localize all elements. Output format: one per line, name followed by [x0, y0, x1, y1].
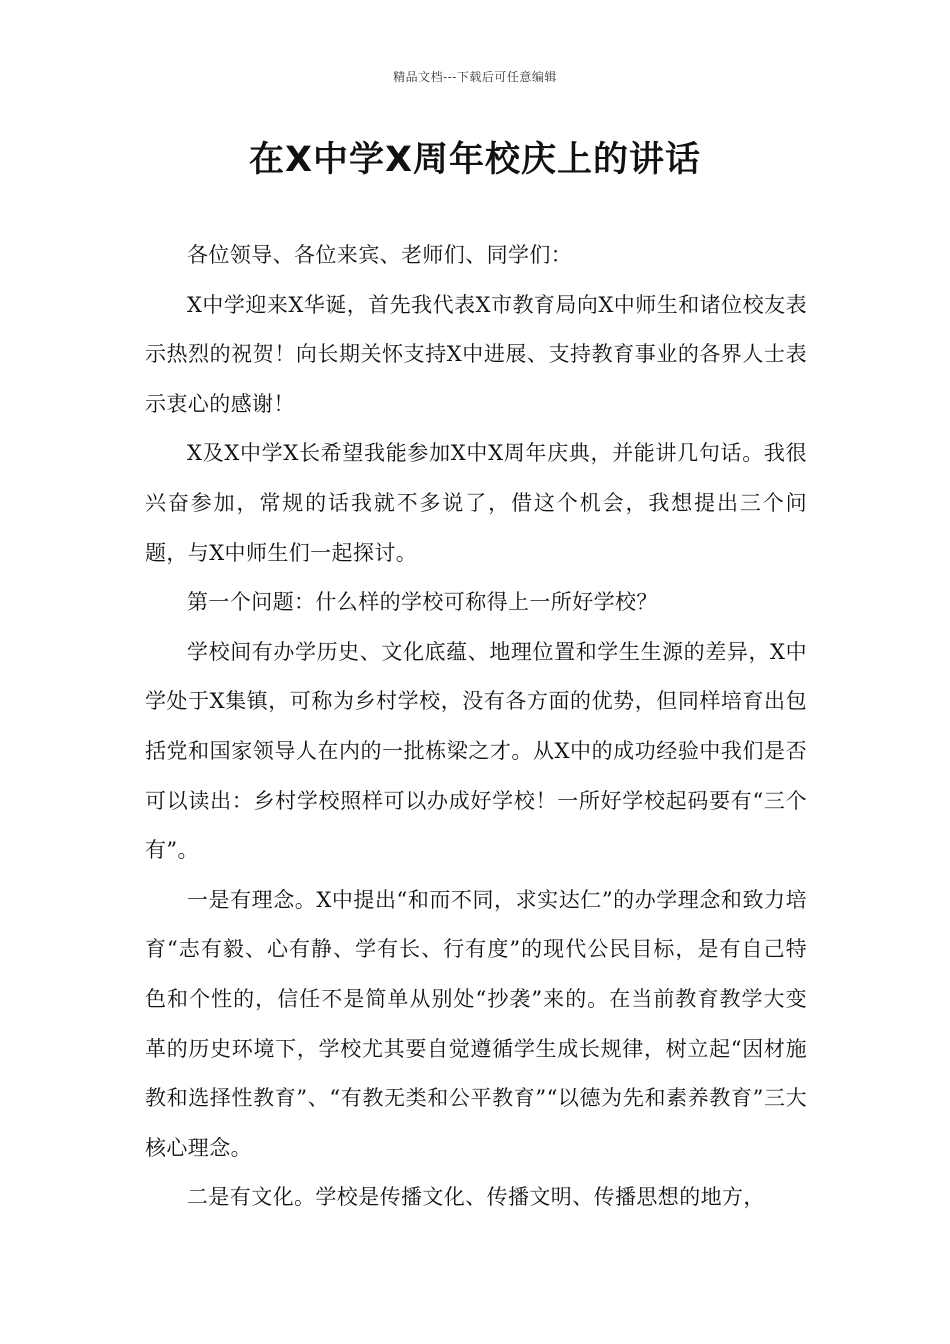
body-paragraph: 二是有文化。学校是传播文化、传播文明、传播思想的地方， [187, 1185, 765, 1210]
salutation-paragraph: 各位领导、各位来宾、老师们、同学们： [187, 243, 573, 267]
body-paragraph: 一是有理念。X中提出“和而不同，求实达仁”的办学理念和致力培育“志有毅、心有静、学有长、行有度”的现代公民目标，是有自己特色和个性的，信任不是简单从别处“抄袭”来的。在当前教育教学大变革的历史环境下，学校尤其要自觉遵循学生成长规律，树立起“因材施教和选择性教育”、“有教无类和公平教育”“以德为先和素养教育”三大核心理念。 [145, 887, 807, 1160]
question-heading-paragraph: 第一个问题：什么样的学校可称得上一所好学校？ [187, 590, 658, 615]
header-note: 精品文档---下载后可任意编辑 [393, 70, 557, 84]
body-paragraph: X中学迎来X华诞，首先我代表X市教育局向X中师生和诸位校友表示热烈的祝贺！向长期关怀支持X中进展、支持教育事业的各界人士表示衷心的感谢！ [145, 292, 807, 416]
document-body [145, 231, 807, 1223]
body-paragraph: X及X中学X长希望我能参加X中X周年庆典，并能讲几句话。我很兴奋参加，常规的话我就不多说了，借这个机会，我想提出三个问题，与X中师生们一起探讨。 [145, 441, 807, 565]
body-paragraph: 学校间有办学历史、文化底蕴、地理位置和学生生源的差异，X中学处于X集镇，可称为乡村学校，没有各方面的优势，但同样培育出包括党和国家领导人在内的一批栋梁之才。从X中的成功经验中我们是否可以读出：乡村学校照样可以办成好学校！一所好学校起码要有“三个有”。 [145, 639, 807, 863]
document-title: 在X中学X周年校庆上的讲话 [249, 140, 701, 180]
